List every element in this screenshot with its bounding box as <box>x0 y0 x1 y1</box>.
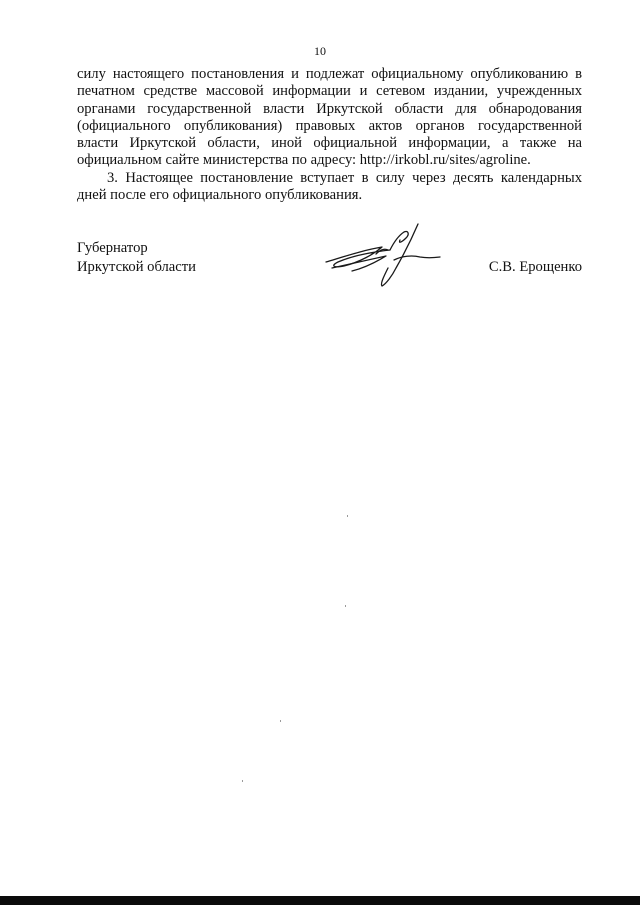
scan-speck <box>242 780 243 782</box>
signatory-title <box>77 239 196 277</box>
page-number: 10 <box>314 44 326 58</box>
signatory-title-line: Губернатор <box>77 240 148 256</box>
text-line: дней после его официального опубликования. <box>77 187 363 204</box>
text-line: официальном сайте министерства по адресу: http://irkobl.ru/sites/agroline. <box>77 152 531 169</box>
text-line: органами государственной власти Иркутской области для обнародования <box>77 100 582 117</box>
scan-speck <box>345 605 346 607</box>
text-line: силу настоящего постановления и подлежат официальному опубликованию в <box>77 66 582 82</box>
text-line: (официального опубликования) правовых актов органов государственной <box>77 117 582 134</box>
signatory-name: С.В. Ерощенко <box>488 259 582 275</box>
signatory-title-line: Иркутской области <box>77 259 196 275</box>
text-line: власти Иркутской области, иной официальной информации, а также на <box>77 135 582 152</box>
scan-edge-bar <box>0 896 640 905</box>
document-body <box>77 66 582 204</box>
scan-speck <box>347 515 348 517</box>
text-line: печатном средстве массовой информации и сетевом издании, учрежденных <box>77 83 582 100</box>
scan-speck <box>280 720 281 722</box>
text-line: 3. Настоящее постановление вступает в силу через десять календарных <box>107 169 582 186</box>
handwritten-signature <box>316 222 446 288</box>
